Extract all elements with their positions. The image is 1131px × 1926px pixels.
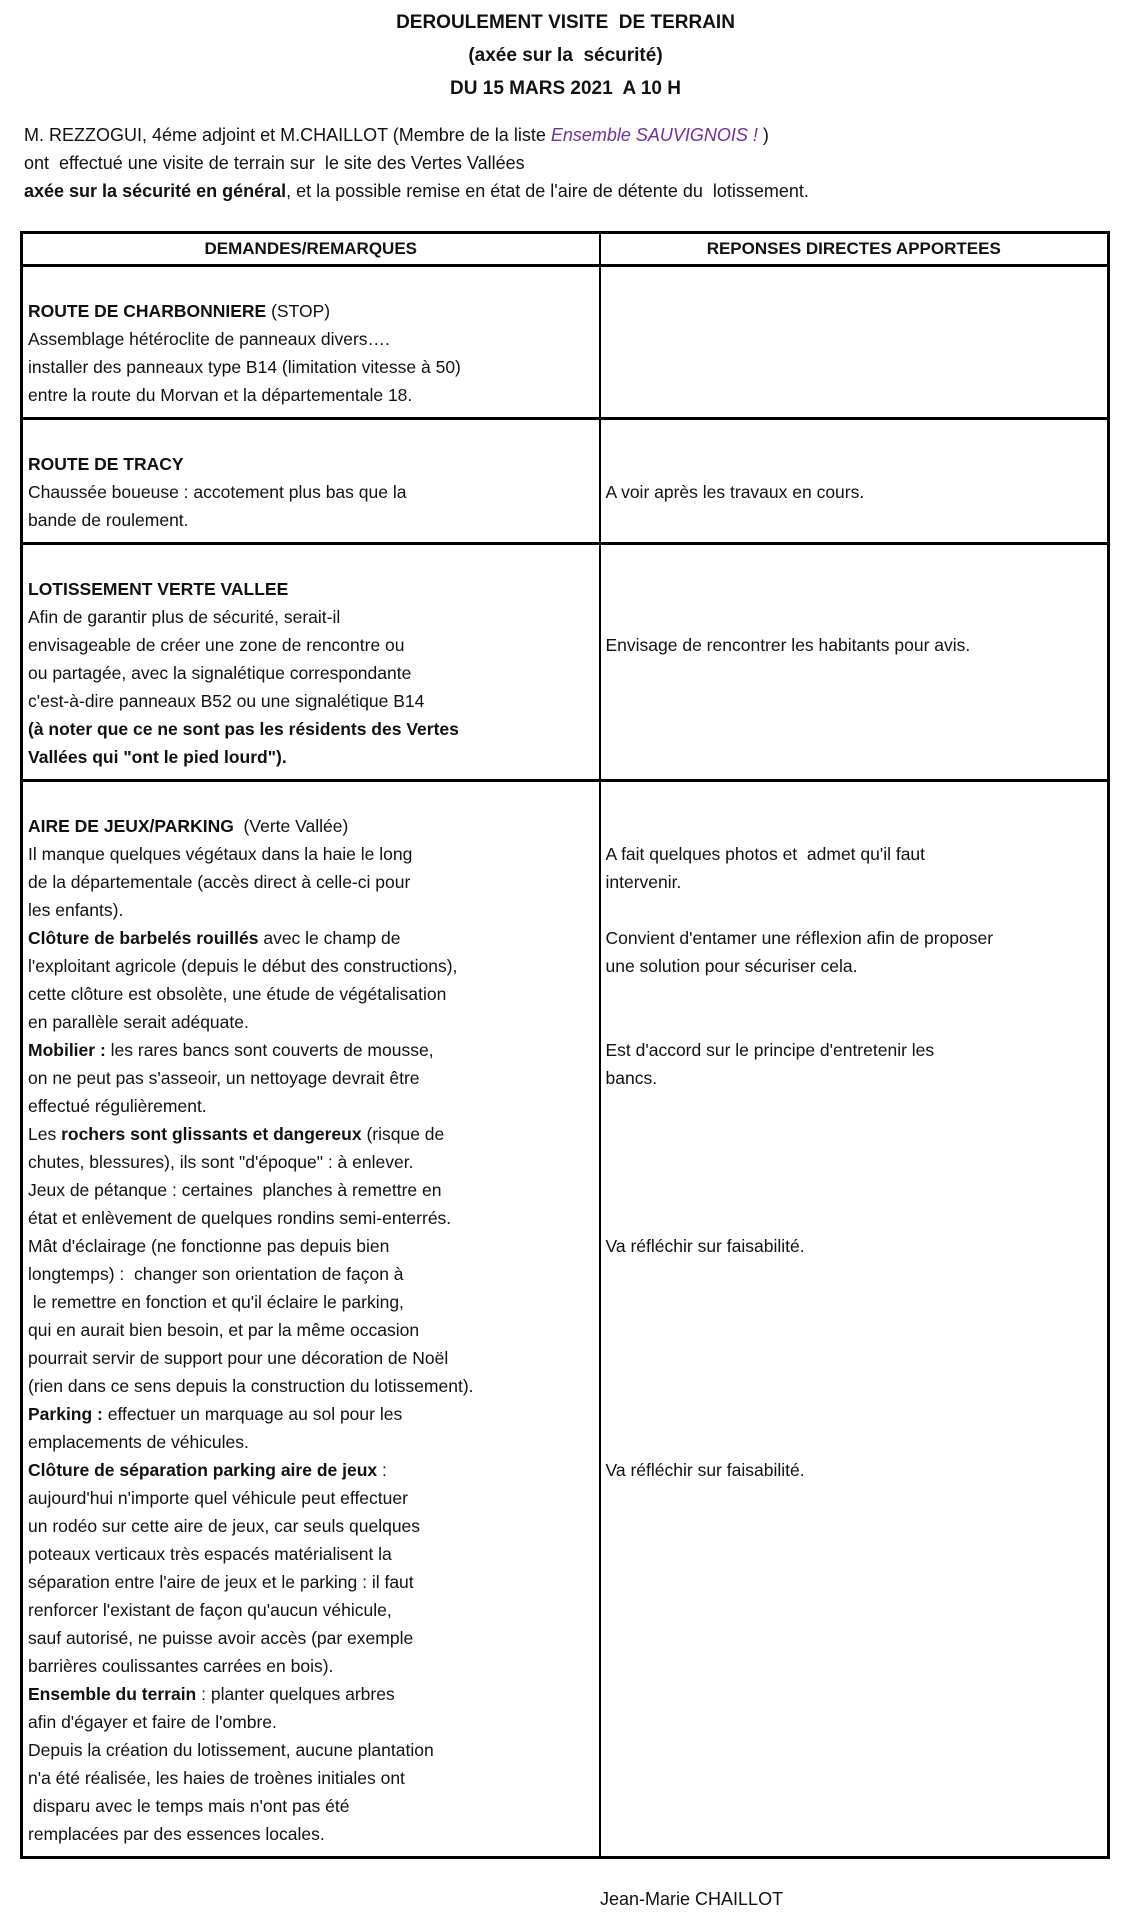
text-line <box>606 1232 1102 1260</box>
text-segment: remplacées par des essences locales. <box>28 1824 325 1844</box>
text-line <box>606 1316 1102 1344</box>
demandes-cell <box>22 544 600 781</box>
text-line <box>28 1232 593 1260</box>
text-line <box>28 896 593 924</box>
text-segment: Afin de garantir plus de sécurité, serait-il <box>28 607 341 627</box>
text-line <box>606 812 1102 840</box>
text-segment: n'a été réalisée, les haies de troènes initiales ont <box>28 1768 405 1788</box>
text-segment: Il manque quelques végétaux dans la haie le long <box>28 844 413 864</box>
text-line <box>606 868 1102 896</box>
text-line <box>606 924 1102 952</box>
text-line <box>28 478 593 506</box>
text-line <box>606 478 1102 506</box>
text-segment: : planter quelques arbres <box>196 1684 395 1704</box>
text-segment-bold: LOTISSEMENT VERTE VALLEE <box>28 579 289 599</box>
text-line <box>28 603 593 631</box>
reponses-cell <box>600 419 1109 544</box>
text-segment: état et enlèvement de quelques rondins semi-enterrés. <box>28 1208 452 1228</box>
text-line <box>28 297 593 325</box>
intro-line-1-close: ) <box>757 125 769 145</box>
text-segment: le remettre en fonction et qu'il éclaire le parking, <box>28 1292 404 1312</box>
table-header-row <box>22 233 1109 266</box>
text-line <box>28 631 593 659</box>
text-segment: (Verte Vallée) <box>233 816 349 836</box>
text-segment: poteaux verticaux très espacés matérialisent la <box>28 1544 392 1564</box>
text-line <box>28 1736 593 1764</box>
text-segment: barrières coulissantes carrées en bois). <box>28 1656 334 1676</box>
text-line <box>606 506 1102 534</box>
text-segment-bold: ROUTE DE TRACY <box>28 454 184 474</box>
text-segment: renforcer l'existant de façon qu'aucun véhicule, <box>28 1600 392 1620</box>
text-line <box>28 1092 593 1120</box>
text-segment: une solution pour sécuriser cela. <box>605 956 858 976</box>
text-segment: bancs. <box>605 1068 658 1088</box>
text-line <box>28 1400 593 1428</box>
text-line <box>28 924 593 952</box>
column-header-demandes: DEMANDES/REMARQUES <box>22 233 600 266</box>
text-segment: Envisage de rencontrer les habitants pour avis. <box>605 635 971 655</box>
text-line <box>606 1008 1102 1036</box>
text-line <box>606 1260 1102 1288</box>
text-line <box>28 715 593 743</box>
column-header-reponses: REPONSES DIRECTES APPORTEES <box>600 233 1109 266</box>
text-line <box>606 1120 1102 1148</box>
demandes-cell <box>22 781 600 1858</box>
text-segment: Jeux de pétanque : certaines planches à remettre en <box>28 1180 442 1200</box>
title-line-1: DEROULEMENT VISITE DE TERRAIN <box>396 12 735 33</box>
text-line <box>606 715 1102 743</box>
text-segment-bold: AIRE DE JEUX/PARKING <box>28 816 234 836</box>
text-line <box>28 1036 593 1064</box>
text-segment: Mât d'éclairage (ne fonctionne pas depuis bien <box>28 1236 390 1256</box>
text-segment: effectuer un marquage au sol pour les <box>102 1404 403 1424</box>
text-line <box>606 631 1102 659</box>
text-line <box>28 1344 593 1372</box>
text-segment: : <box>377 1460 387 1480</box>
text-line <box>28 325 593 353</box>
text-segment: Convient d'entamer une réflexion afin de proposer <box>605 928 994 948</box>
text-segment: (rien dans ce sens depuis la construction du lotissement). <box>28 1376 474 1396</box>
text-segment: Depuis la création du lotissement, aucune plantation <box>28 1740 434 1760</box>
text-line <box>606 1372 1102 1400</box>
text-line <box>28 450 593 478</box>
text-segment-bold: ROUTE DE CHARBONNIERE <box>28 301 267 321</box>
text-line <box>606 1148 1102 1176</box>
text-segment: les enfants). <box>28 900 124 920</box>
text-line <box>28 1008 593 1036</box>
text-line <box>28 1120 593 1148</box>
text-line <box>28 1428 593 1456</box>
text-segment: A fait quelques photos et admet qu'il faut <box>605 844 926 864</box>
table-row <box>22 544 1109 781</box>
text-segment: de la départementale (accès direct à celle-ci pour <box>28 872 411 892</box>
text-line <box>28 1064 593 1092</box>
text-line <box>606 603 1102 631</box>
text-segment: aujourd'hui n'importe quel véhicule peut effectuer <box>28 1488 408 1508</box>
text-line <box>606 687 1102 715</box>
text-line <box>606 1428 1102 1456</box>
text-line <box>606 952 1102 980</box>
reponses-cell <box>600 781 1109 1858</box>
text-line <box>28 1624 593 1652</box>
intro-highlight-list-name: Ensemble SAUVIGNOIS ! <box>550 125 758 145</box>
text-line <box>28 1456 593 1484</box>
document-title <box>0 6 1131 105</box>
text-line <box>28 812 593 840</box>
text-line <box>28 1484 593 1512</box>
text-line <box>28 687 593 715</box>
text-line <box>28 506 593 534</box>
text-segment: envisageable de créer une zone de rencontre ou <box>28 635 405 655</box>
text-line <box>606 1456 1102 1484</box>
text-segment: sauf autorisé, ne puisse avoir accès (par exemple <box>28 1628 414 1648</box>
text-segment: emplacements de véhicules. <box>28 1432 249 1452</box>
text-line <box>606 1036 1102 1064</box>
text-line <box>28 1596 593 1624</box>
text-line <box>606 840 1102 868</box>
text-segment: bande de roulement. <box>28 510 189 530</box>
text-segment: Va réfléchir sur faisabilité. <box>605 1236 805 1256</box>
text-segment: les rares bancs sont couverts de mousse, <box>105 1040 434 1060</box>
text-line <box>28 980 593 1008</box>
text-segment-bold: Parking : <box>28 1404 103 1424</box>
text-line <box>606 980 1102 1008</box>
text-line <box>606 659 1102 687</box>
intro-line-3-rest: , et la possible remise en état de l'aire de détente du lotissement. <box>286 181 809 201</box>
text-line <box>28 1820 593 1848</box>
text-segment: pourrait servir de support pour une décoration de Noël <box>28 1348 449 1368</box>
text-segment: Les <box>28 1124 62 1144</box>
text-segment: Chaussée boueuse : accotement plus bas que la <box>28 482 407 502</box>
text-line <box>28 575 593 603</box>
reponses-cell <box>600 544 1109 781</box>
text-segment: c'est-à-dire panneaux B52 ou une signalétique B14 <box>28 691 425 711</box>
text-line <box>28 1540 593 1568</box>
text-line <box>28 1316 593 1344</box>
text-line <box>28 1260 593 1288</box>
text-segment: entre la route du Morvan et la départementale 18. <box>28 385 413 405</box>
document-page <box>0 6 1131 1910</box>
text-line <box>606 1092 1102 1120</box>
text-line <box>28 1680 593 1708</box>
text-line <box>28 1764 593 1792</box>
text-line <box>28 1288 593 1316</box>
text-segment: Est d'accord sur le principe d'entretenir les <box>605 1040 935 1060</box>
text-segment-bold: Clôture de barbelés rouillés <box>28 928 259 948</box>
text-line <box>606 1204 1102 1232</box>
text-segment: avec le champ de <box>258 928 401 948</box>
text-line <box>28 1204 593 1232</box>
title-line-3: DU 15 MARS 2021 A 10 H <box>450 78 681 99</box>
text-line <box>606 1484 1102 1512</box>
text-segment: intervenir. <box>605 872 682 892</box>
text-segment-bold: rochers sont glissants et dangereux <box>61 1124 362 1144</box>
intro-line-3 <box>24 177 1113 205</box>
text-segment: séparation entre l'aire de jeux et le parking : il faut <box>28 1572 414 1592</box>
text-line <box>606 1344 1102 1372</box>
demandes-cell <box>22 266 600 419</box>
text-line <box>606 450 1102 478</box>
reponses-cell <box>600 266 1109 419</box>
intro-line-3-bold: axée sur la sécurité en général <box>24 181 287 201</box>
text-line <box>28 1512 593 1540</box>
text-line <box>28 743 593 771</box>
intro-paragraph <box>24 121 1113 205</box>
text-segment-bold: Mobilier : <box>28 1040 106 1060</box>
text-line <box>28 1148 593 1176</box>
text-segment-bold: Vallées qui "ont le pied lourd"). <box>28 747 287 767</box>
text-line <box>28 659 593 687</box>
text-segment: (risque de <box>361 1124 445 1144</box>
text-line <box>606 1288 1102 1316</box>
table-row <box>22 781 1109 1858</box>
text-segment: longtemps) : changer son orientation de façon à <box>28 1264 404 1284</box>
text-segment: Va réfléchir sur faisabilité. <box>605 1460 805 1480</box>
text-segment: effectué régulièrement. <box>28 1096 207 1116</box>
table-row <box>22 266 1109 419</box>
text-line <box>28 840 593 868</box>
table-row <box>22 419 1109 544</box>
text-segment-bold: Ensemble du terrain <box>28 1684 197 1704</box>
intro-line-1-text: M. REZZOGUI, 4éme adjoint et M.CHAILLOT (Membre de la liste <box>24 125 551 145</box>
text-line <box>28 1708 593 1736</box>
text-line <box>28 1568 593 1596</box>
text-segment-bold: (à noter que ce ne sont pas les résidents des Vertes <box>28 719 459 739</box>
text-line <box>28 353 593 381</box>
text-segment: ou partagée, avec la signalétique correspondante <box>28 663 412 683</box>
text-line <box>28 1176 593 1204</box>
text-segment: l'exploitant agricole (depuis le début des constructions), <box>28 956 458 976</box>
text-segment: un rodéo sur cette aire de jeux, car seuls quelques <box>28 1516 421 1536</box>
text-segment: afin d'égayer et faire de l'ombre. <box>28 1712 277 1732</box>
intro-line-1 <box>24 121 1113 149</box>
text-line <box>606 1400 1102 1428</box>
text-line <box>606 743 1102 771</box>
text-line <box>606 1176 1102 1204</box>
demandes-cell <box>22 419 600 544</box>
text-line <box>28 381 593 409</box>
text-segment: on ne peut pas s'asseoir, un nettoyage devrait être <box>28 1068 420 1088</box>
text-line <box>28 1372 593 1400</box>
signature-name: Jean-Marie CHAILLOT <box>600 1889 784 1909</box>
title-line-2: (axée sur la sécurité) <box>468 45 663 66</box>
text-line <box>28 952 593 980</box>
text-segment: (STOP) <box>266 301 331 321</box>
text-segment: installer des panneaux type B14 (limitation vitesse à 50) <box>28 357 461 377</box>
text-segment: disparu avec le temps mais n'ont pas été <box>28 1796 350 1816</box>
visit-table-body <box>22 266 1109 1858</box>
text-line <box>606 575 1102 603</box>
text-segment: A voir après les travaux en cours. <box>605 482 865 502</box>
text-line <box>606 896 1102 924</box>
text-segment-bold: Clôture de séparation parking aire de jeux <box>28 1460 378 1480</box>
text-segment: qui en aurait bien besoin, et par la même occasion <box>28 1320 420 1340</box>
text-line <box>28 1652 593 1680</box>
text-segment: en parallèle serait adéquate. <box>28 1012 249 1032</box>
intro-line-2: ont effectué une visite de terrain sur le site des Vertes Vallées <box>24 153 525 173</box>
text-line <box>28 1792 593 1820</box>
text-segment: Assemblage hétéroclite de panneaux divers…. <box>28 329 390 349</box>
text-line <box>606 1064 1102 1092</box>
visit-table <box>20 231 1110 1859</box>
text-segment: chutes, blessures), ils sont "d'époque" : à enlever. <box>28 1152 414 1172</box>
text-segment: cette clôture est obsolète, une étude de végétalisation <box>28 984 447 1004</box>
text-line <box>28 868 593 896</box>
